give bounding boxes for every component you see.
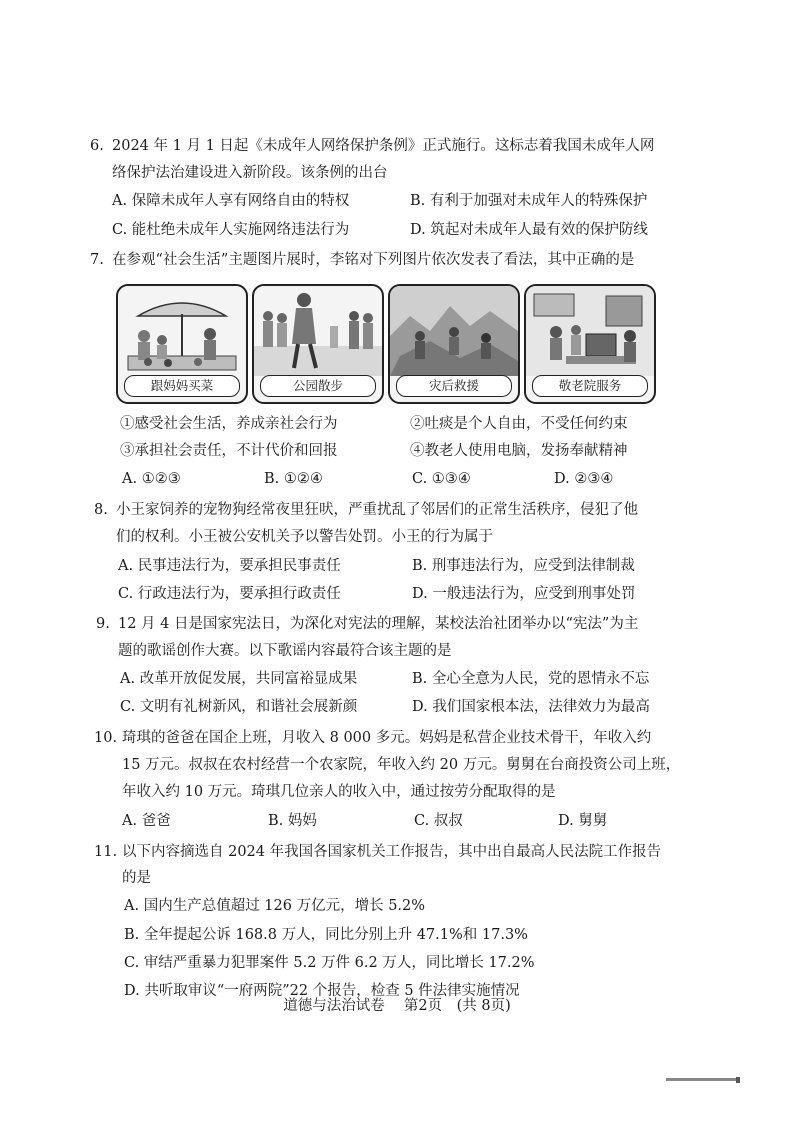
question-9-option-b[interactable]: B. 全心全意为人民，党的恩情永不忘	[412, 671, 650, 687]
question-9-line-1: 9. 12 月 4 日是国家宪法日，为深化对宪法的理解，某校法治社团举办以“宪法”为主	[96, 616, 639, 632]
question-7-option-b[interactable]: B. ①②④	[264, 471, 323, 487]
question-7-statement-1: ①感受社会生活，养成亲社会行为	[120, 416, 338, 432]
question-10-option-c[interactable]: C. 叔叔	[414, 813, 463, 829]
question-7-pictures	[116, 284, 656, 402]
question-11-option-a[interactable]: A. 国内生产总值超过 126 万亿元，增长 5.2%	[124, 898, 426, 914]
picture-disaster-rescue	[388, 284, 520, 404]
question-7-option-a[interactable]: A. ①②③	[122, 471, 181, 487]
question-11-option-c[interactable]: C. 审结严重暴力犯罪案件 5.2 万件 6.2 万人，同比增长 17.2%	[124, 955, 535, 971]
question-10-option-b[interactable]: B. 妈妈	[268, 813, 317, 829]
picture-caption: 灾后救援	[396, 375, 512, 397]
question-9-option-d[interactable]: D. 我们国家根本法，法律效力为最高	[412, 699, 650, 715]
question-7-statement-2: ②吐痰是个人自由，不受任何约束	[410, 416, 628, 432]
page-footer: 道德与法治试卷 第2页 (共 8页)	[283, 998, 511, 1014]
question-11-line-2: 的是	[122, 870, 151, 886]
picture-shopping	[116, 284, 248, 404]
question-10-line-1: 10. 琦琪的爸爸在国企上班，月收入 8 000 多元。妈妈是私营企业技术骨干，年收入约	[94, 730, 652, 746]
question-11-line-1: 11. 以下内容摘选自 2024 年我国各国家机关工作报告，其中出自最高人民法院工作报告	[94, 844, 662, 860]
question-7-line-1: 7. 在参观“社会生活”主题图片展时，李铭对下列图片依次发表了看法，其中正确的是	[90, 252, 635, 268]
picture-nursing-home	[524, 284, 656, 404]
question-10-line-3: 年收入约 10 万元。琦琪几位亲人的收入中，通过按劳分配取得的是	[122, 784, 556, 800]
picture-caption: 敬老院服务	[532, 375, 648, 397]
picture-caption: 跟妈妈买菜	[124, 375, 240, 397]
question-8-option-a[interactable]: A. 民事违法行为，要承担民事责任	[118, 558, 341, 574]
question-9-line-2: 题的歌谣创作大赛。以下歌谣内容最符合该主题的是	[118, 643, 452, 659]
question-6-option-a[interactable]: A. 保障未成年人享有网络自由的特权	[112, 193, 350, 209]
question-7-option-c[interactable]: C. ①③④	[412, 471, 471, 487]
question-9-option-c[interactable]: C. 文明有礼树新风，和谐社会展新颜	[120, 699, 358, 715]
question-7-option-d[interactable]: D. ②③④	[554, 471, 614, 487]
question-10-option-a[interactable]: A. 爸爸	[122, 813, 171, 829]
picture-caption: 公园散步	[260, 375, 376, 397]
question-9-option-a[interactable]: A. 改革开放促发展，共同富裕显成果	[120, 671, 358, 687]
question-6-line-1: 6. 2024 年 1 月 1 日起《未成年人网络保护条例》正式施行。这标志着我国未成年人网	[90, 138, 655, 154]
question-6-option-d[interactable]: D. 筑起对未成年人最有效的保护防线	[410, 222, 648, 238]
question-11-option-b[interactable]: B. 全年提起公诉 168.8 万人，同比分别上升 47.1%和 17.3%	[124, 927, 528, 943]
question-7-statement-4: ④教老人使用电脑，发扬奉献精神	[410, 443, 628, 459]
question-8-option-b[interactable]: B. 刑事违法行为，应受到法律制裁	[412, 558, 635, 574]
question-8-option-c[interactable]: C. 行政违法行为，要承担行政责任	[118, 586, 341, 602]
question-10-line-2: 15 万元。叔叔在农村经营一个农家院，年收入约 20 万元。舅舅在台商投资公司上班，	[122, 757, 681, 773]
picture-park-walk	[252, 284, 384, 404]
question-6-option-c[interactable]: C. 能杜绝未成年人实施网络违法行为	[112, 222, 350, 238]
question-8-line-2: 们的权利。小王被公安机关予以警告处罚。小王的行为属于	[116, 529, 493, 545]
question-8-line-1: 8. 小王家饲养的宠物狗经常夜里狂吠，严重扰乱了邻居们的正常生活秩序，侵犯了他	[94, 502, 638, 518]
question-11-option-d[interactable]: D. 共听取审议“一府两院”22 个报告，检查 5 件法律实施情况	[124, 983, 520, 999]
question-6-line-2: 络保护法治建设进入新阶段。该条例的出台	[112, 165, 388, 181]
question-7-statement-3: ③承担社会责任，不计代价和回报	[120, 443, 338, 459]
question-10-option-d[interactable]: D. 舅舅	[558, 813, 608, 829]
scan-edge-mark-icon	[666, 1077, 740, 1083]
question-8-option-d[interactable]: D. 一般违法行为，应受到刑事处罚	[412, 586, 636, 602]
question-6-option-b[interactable]: B. 有利于加强对未成年人的特殊保护	[410, 193, 648, 209]
